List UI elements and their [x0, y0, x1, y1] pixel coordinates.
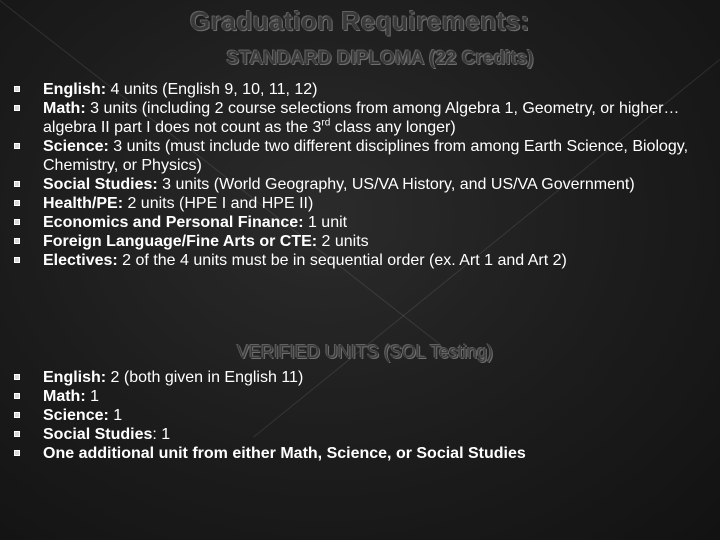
item-text: 1: [108, 407, 123, 424]
item-text: 1 unit: [303, 214, 348, 231]
item-label: Social Studies:: [43, 176, 158, 193]
item-label: Math:: [43, 100, 86, 117]
item-label: Foreign Language/Fine Arts or CTE:: [43, 233, 318, 250]
item-text: 2 (both given in English 11): [106, 369, 304, 386]
list-item: [0, 99, 700, 137]
square-bullet-icon: [14, 238, 20, 244]
square-bullet-icon: [14, 393, 20, 399]
square-bullet-icon: [14, 143, 20, 149]
item-label: One additional unit from either Math, Science, or Social Studies: [43, 445, 526, 462]
item-label: Economics and Personal Finance:: [43, 214, 304, 231]
item-label: Science:: [43, 407, 109, 424]
item-text: 3 units (World Geography, US/VA History, and US/VA Government): [157, 176, 635, 193]
item-label: English:: [43, 369, 107, 386]
item-label: Health/PE:: [43, 195, 124, 212]
list-item: [0, 213, 700, 232]
square-bullet-icon: [14, 257, 20, 263]
list-item: [0, 80, 700, 99]
item-text: 2 units: [317, 233, 369, 250]
item-text-continued: class any longer): [330, 119, 456, 136]
list-item: [0, 232, 700, 251]
square-bullet-icon: [14, 105, 20, 111]
ordinal-suffix: rd: [321, 117, 331, 129]
verified-units-list: [0, 368, 700, 463]
item-text: 3 units (including 2 course selections from among Algebra 1, Geometry, or higher…algebra II part I does not count as the 3: [43, 100, 680, 136]
square-bullet-icon: [14, 86, 20, 92]
square-bullet-icon: [14, 181, 20, 187]
item-text: 1: [85, 388, 99, 405]
item-label: Science:: [43, 138, 109, 155]
square-bullet-icon: [14, 200, 20, 206]
square-bullet-icon: [14, 450, 20, 456]
item-text: 4 units (English 9, 10, 11, 12): [106, 81, 318, 98]
page-subtitle: STANDARD DIPLOMA (22 Credits): [226, 48, 534, 69]
item-label: Math:: [43, 388, 86, 405]
item-label: Electives:: [43, 252, 118, 269]
list-item: [0, 251, 700, 270]
square-bullet-icon: [14, 374, 20, 380]
item-text: 2 of the 4 units must be in sequential order (ex. Art 1 and Art 2): [117, 252, 567, 269]
square-bullet-icon: [14, 412, 20, 418]
item-text: : 1: [152, 426, 171, 443]
item-label: English:: [43, 81, 107, 98]
item-label: Social Studies: [43, 426, 153, 443]
list-item: [0, 194, 700, 213]
requirements-list: [0, 80, 700, 270]
list-item: [0, 406, 700, 425]
list-item: [0, 387, 700, 406]
verified-units-heading: VERIFIED UNITS (SOL Testing): [236, 342, 494, 362]
page-title: Graduation Requirements:: [190, 6, 530, 36]
item-text: 2 units (HPE I and HPE II): [123, 195, 314, 212]
list-item: [0, 175, 700, 194]
list-item: [0, 425, 700, 444]
square-bullet-icon: [14, 219, 20, 225]
list-item: [0, 368, 700, 387]
item-text: 3 units (must include two different disciplines from among Earth Science, Biology, Chemistry, or Physics): [43, 138, 689, 174]
list-item: [0, 444, 700, 463]
square-bullet-icon: [14, 431, 20, 437]
list-item: [0, 137, 700, 175]
